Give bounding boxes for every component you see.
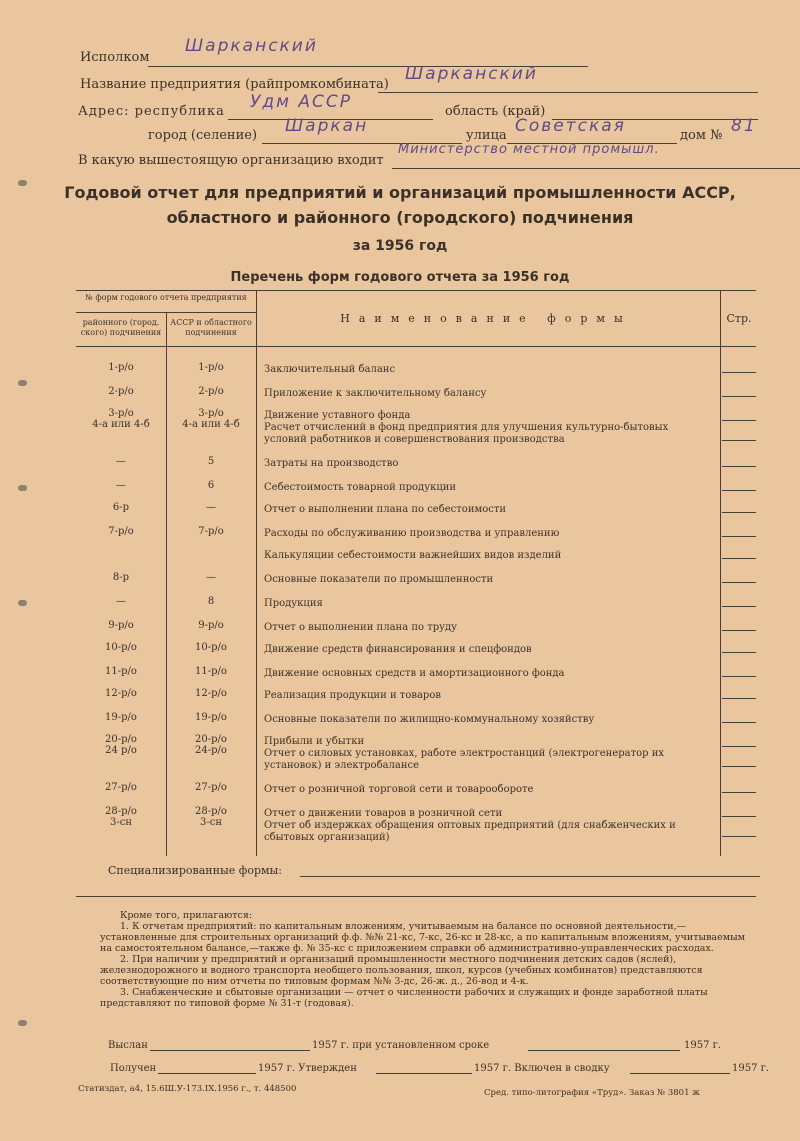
page-header: Стр. — [726, 312, 752, 325]
notes-block — [100, 910, 760, 1009]
received-underline — [158, 1073, 256, 1074]
row-page-line — [722, 396, 756, 397]
print-info-right: Сред. типо-литография «Труд». Заказ № 3801 ж — [484, 1088, 700, 1098]
row-form-assr: 5 — [207, 456, 215, 467]
row-form-assr: 10-р/о — [195, 642, 227, 653]
row-form-assr: 6 — [207, 480, 215, 491]
house-label: дом № — [680, 128, 723, 143]
enterprise-value: Шарканский — [405, 64, 538, 84]
section-divider — [76, 896, 756, 897]
deadline-underline — [528, 1050, 680, 1051]
sent-underline — [150, 1050, 310, 1051]
row-page-line — [722, 676, 756, 677]
row-form-assr: 12-р/о — [195, 688, 227, 699]
row-form-district: 27-р/о — [105, 782, 137, 793]
row-page-line — [722, 582, 756, 583]
row-form-district: — — [116, 480, 126, 491]
row-form-name: Отчет о розничной торговой сети и товарообороте — [264, 784, 534, 795]
row-page-line — [722, 746, 756, 747]
row-form-name: Движение уставного фонда Расчет отчислений в фонд предприятия для улучшения культурно-бытовых условий работников и совершенствования производства — [264, 410, 669, 445]
enterprise-label: Название предприятия (райпромкомбината) — [80, 77, 389, 92]
row-form-assr: 8 — [207, 596, 215, 607]
row-form-name: Калькуляции себестоимости важнейших видов изделий — [264, 550, 562, 561]
row-form-name: Основные показатели по промышленности — [264, 574, 494, 585]
received-label: Получен — [110, 1063, 157, 1074]
ispolkom-value: Шарканский — [185, 36, 318, 56]
region-label: область (край) — [445, 104, 546, 119]
table-top-border — [76, 290, 756, 291]
row-form-district: — — [116, 456, 126, 467]
sent-mid: 1957 г. при установленном сроке — [312, 1040, 490, 1051]
row-page-line — [722, 606, 756, 607]
included-end: 1957 г. — [732, 1063, 770, 1074]
row-form-district: — — [116, 596, 126, 607]
row-form-name: Движение средств финансирования и спецфондов — [264, 644, 532, 655]
row-form-name: Заключительный баланс — [264, 364, 396, 375]
row-form-district: 19-р/о — [105, 712, 137, 723]
superior-label: В какую вышестоящую организацию входит — [78, 153, 384, 168]
row-form-assr: 9-р/о — [198, 620, 224, 631]
superior-value: Министерство местной промышл. — [398, 142, 660, 157]
row-page-line — [722, 466, 756, 467]
row-form-assr: 1-р/о — [198, 362, 224, 373]
row-form-district: 11-р/о — [105, 666, 137, 677]
row-page-line — [722, 440, 756, 441]
row-form-assr: 28-р/о 3-сн — [195, 806, 227, 828]
row-form-name: Затраты на производство — [264, 458, 399, 469]
row-page-line — [722, 490, 756, 491]
group-header: № форм годового отчета предприятия — [85, 293, 247, 302]
address-label: Адрес: республика — [78, 104, 225, 119]
sent-label: Выслан — [108, 1040, 148, 1051]
row-form-assr: 3-р/о 4-а или 4-б — [182, 408, 240, 430]
row-form-district: 7-р/о — [108, 526, 134, 537]
street-label: улица — [466, 128, 507, 143]
row-form-district: 28-р/о 3-сн — [105, 806, 137, 828]
row-form-name: Основные показатели по жилищно-коммунальному хозяйству — [264, 714, 595, 725]
row-page-line — [722, 816, 756, 817]
row-form-assr: 2-р/о — [198, 386, 224, 397]
row-page-line — [722, 512, 756, 513]
row-form-name: Расходы по обслуживанию производства и управлению — [264, 528, 560, 539]
specialized-forms-underline — [300, 876, 760, 877]
table-header-border — [76, 346, 756, 347]
row-form-name: Движение основных средств и амортизационного фонда — [264, 668, 565, 679]
row-page-line — [722, 652, 756, 653]
row-form-district: 1-р/о — [108, 362, 134, 373]
row-page-line — [722, 792, 756, 793]
row-form-assr: 20-р/о 24-р/о — [195, 734, 227, 756]
name-header: Наименование формы — [340, 312, 632, 325]
col-divider-3 — [720, 290, 721, 856]
republic-value: Удм АССР — [250, 92, 352, 112]
row-form-name: Отчет о движении товаров в розничной сети Отчет об издержках обращения оптовых предприятий (для снабженческих и сбытовых организаций) — [264, 808, 676, 843]
col-divider-2 — [256, 290, 257, 856]
forms-list-title: Перечень форм годового отчета за 1956 год — [230, 270, 570, 285]
ispolkom-label: Исполком — [80, 50, 150, 65]
row-form-district: 12-р/о — [105, 688, 137, 699]
street-value: Советская — [515, 116, 626, 136]
binding-hole — [18, 600, 27, 606]
row-form-name: Приложение к заключительному балансу — [264, 388, 487, 399]
row-page-line — [722, 372, 756, 373]
row-form-assr: 7-р/о — [198, 526, 224, 537]
row-form-district: 10-р/о — [105, 642, 137, 653]
row-form-name: Реализация продукции и товаров — [264, 690, 441, 701]
doc-title-year: за 1956 год — [352, 238, 448, 254]
row-form-district: 2-р/о — [108, 386, 134, 397]
approved-underline — [376, 1073, 472, 1074]
row-form-name: Отчет о выполнении плана по труду — [264, 622, 458, 633]
row-page-line — [722, 536, 756, 537]
specialized-forms-label: Специализированные формы: — [108, 864, 283, 877]
city-label: город (селение) — [148, 128, 258, 143]
binding-hole — [18, 485, 27, 491]
doc-title-line1: Годовой отчет для предприятий и организаций промышленности АССР, — [64, 183, 736, 202]
row-form-district: 9-р/о — [108, 620, 134, 631]
row-form-name: Себестоимость товарной продукции — [264, 482, 457, 493]
row-form-assr: 19-р/о — [195, 712, 227, 723]
note-3: 3. Снабженческие и сбытовые организации — отчет о численности рабочих и служащих и фонде заработной платы представляют по типовой форме № 31-т (годовая). — [100, 987, 708, 1009]
row-form-name: Продукция — [264, 598, 323, 609]
row-form-name: Прибыли и убытки Отчет о силовых установках, работе электростанций (электрогенератор их установок) и электробалансе — [264, 736, 665, 771]
house-value: 81 — [731, 116, 757, 136]
row-page-line — [722, 698, 756, 699]
row-form-assr: 11-р/о — [195, 666, 227, 677]
included-underline — [630, 1073, 730, 1074]
row-form-assr: — — [206, 502, 216, 513]
binding-hole — [18, 380, 27, 386]
row-form-assr: — — [206, 572, 216, 583]
note-1: 1. К отчетам предприятий: по капитальным вложениям, учитываемым на балансе по основной деятельности,— установленные для строительных организаций ф.ф. №№ 21-кс, 7-кс, 26-кс и 28-кс, а по капитальным вложениям, учитываемым на самостоятельном балансе,—также ф. № 35-кс с приложением справки об административно-управленческих расходах. — [100, 921, 746, 954]
row-form-assr: 27-р/о — [195, 782, 227, 793]
row-page-line — [722, 836, 756, 837]
row-page-line — [722, 722, 756, 723]
row-form-name: Отчет о выполнении плана по себестоимости — [264, 504, 507, 515]
print-info-left: Статиздат, а4, 15.6Ш.У-173.IX.1956 г., т. 448500 — [78, 1084, 297, 1094]
binding-hole — [18, 1020, 27, 1026]
sent-end: 1957 г. — [684, 1040, 722, 1051]
row-page-line — [722, 420, 756, 421]
col2-header: АССР и областного подчинения — [170, 318, 252, 337]
row-form-district: 20-р/о 24 р/о — [105, 734, 137, 756]
row-page-line — [722, 558, 756, 559]
city-value: Шаркан — [285, 116, 369, 136]
col1-header: районного (город. ского) подчинения — [80, 318, 162, 337]
forms-table — [76, 290, 756, 856]
doc-title-line2: областного и районного (городского) подчинения — [166, 208, 634, 227]
row-page-line — [722, 630, 756, 631]
enterprise-underline — [378, 92, 758, 93]
superior-underline — [392, 168, 800, 169]
approved-mid: 1957 г. Включен в сводку — [474, 1063, 610, 1074]
row-page-line — [722, 766, 756, 767]
row-form-district: 3-р/о 4-а или 4-б — [92, 408, 150, 430]
notes-intro: Кроме того, прилагаются: — [120, 910, 253, 921]
row-form-district: 6-р — [112, 502, 130, 513]
note-2: 2. При наличии у предприятий и организаций промышленности местного подчинения детских садов (яслей), железнодорожного и водного транспорта необщего пользования, школ, курсов (учебных комбинатов) представляются соответствующие по ним отчеты по типовым формам №№ 3-дс, 26-ж. д., 26-вод и 4-к. — [100, 954, 703, 987]
row-form-district: 8-р — [112, 572, 130, 583]
received-mid: 1957 г. Утвержден — [258, 1063, 357, 1074]
